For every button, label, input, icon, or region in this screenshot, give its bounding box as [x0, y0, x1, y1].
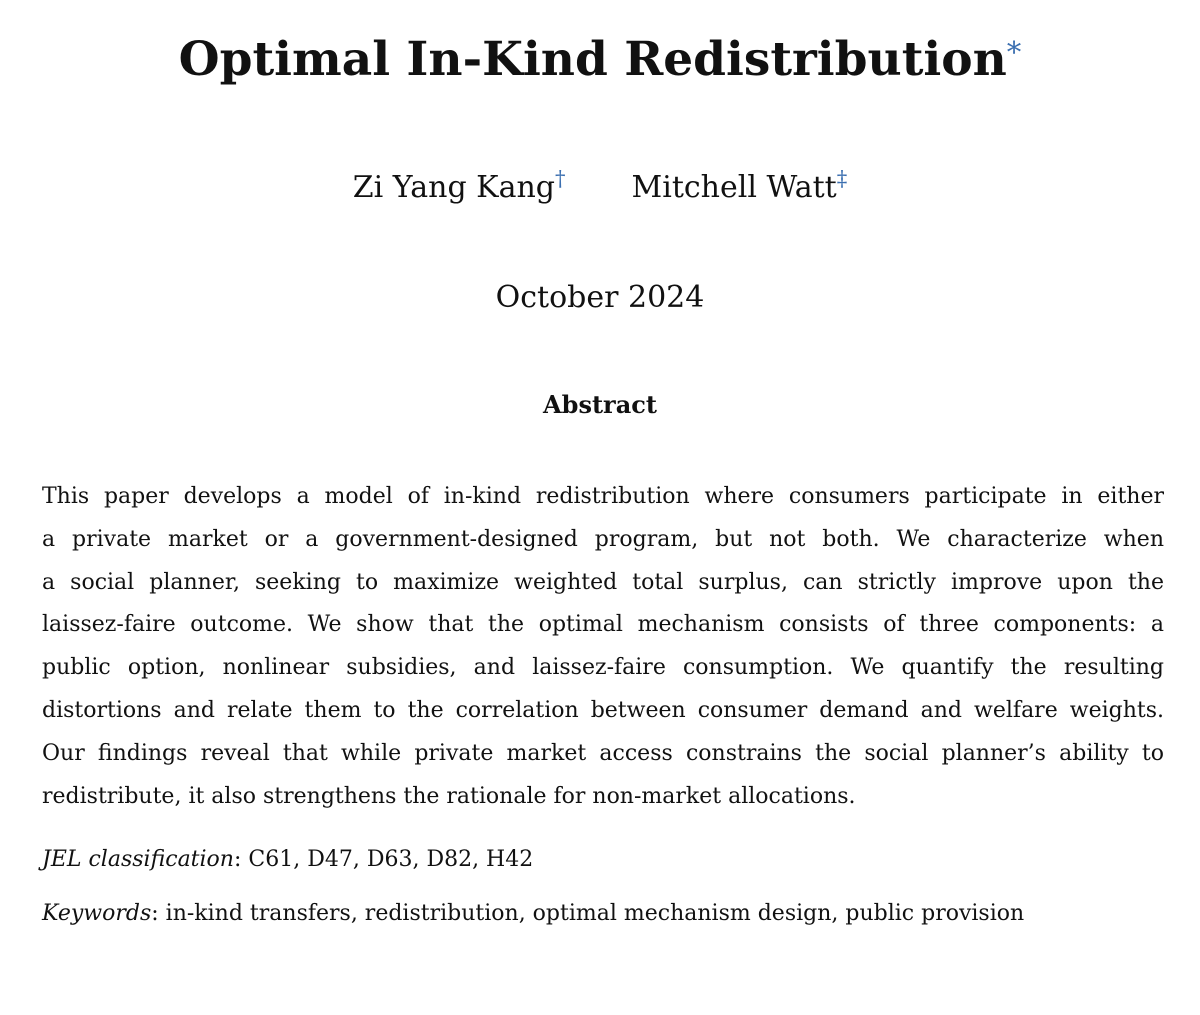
- abstract-line: a social planner, seeking to maximize weighted total surplus, can strictly improve upon the: [42, 569, 1164, 595]
- author-1: [353, 166, 566, 210]
- author-2-footnote-mark[interactable]: ‡: [836, 166, 848, 191]
- jel-value: : C61, D47, D63, D82, H42: [233, 847, 534, 872]
- author-1-name: Zi Yang Kang: [352, 170, 556, 205]
- abstract-line: redistribute, it also strengthens the rationale for non-market allocations.: [42, 783, 856, 809]
- abstract-body: [42, 476, 1164, 818]
- abstract-line: a private market or a government-designed program, but not both. We characterize when: [42, 526, 1164, 552]
- abstract-line: distortions and relate them to the correlation between consumer demand and welfare weights.: [42, 697, 1164, 723]
- paper-title: [0, 28, 1200, 92]
- abstract-heading: Abstract: [543, 390, 657, 419]
- author-2: [632, 166, 848, 210]
- abstract-line: Our findings reveal that while private market access constrains the social planner’s ability to: [42, 740, 1164, 766]
- title-footnote-mark[interactable]: *: [1006, 34, 1022, 69]
- keywords-value: : in-kind transfers, redistribution, optimal mechanism design, public provision: [151, 901, 1025, 926]
- abstract-line: public option, nonlinear subsidies, and laissez-faire consumption. We quantify the resulting: [42, 655, 1164, 681]
- paper-title-text: Optimal In-Kind Redistribution: [178, 32, 1007, 87]
- keywords-label: Keywords: [42, 901, 152, 926]
- author-1-footnote-mark[interactable]: †: [555, 166, 566, 191]
- abstract-line: laissez-faire outcome. We show that the optimal mechanism consists of three components: a: [42, 612, 1164, 638]
- jel-label: JEL classification: [42, 847, 234, 872]
- publication-date: October 2024: [495, 280, 705, 315]
- abstract-line: This paper develops a model of in-kind redistribution where consumers participate in either: [42, 484, 1164, 509]
- author-list: [0, 166, 1200, 210]
- author-2-name: Mitchell Watt: [631, 170, 837, 205]
- jel-classification: [42, 843, 533, 877]
- keywords: [42, 897, 1024, 931]
